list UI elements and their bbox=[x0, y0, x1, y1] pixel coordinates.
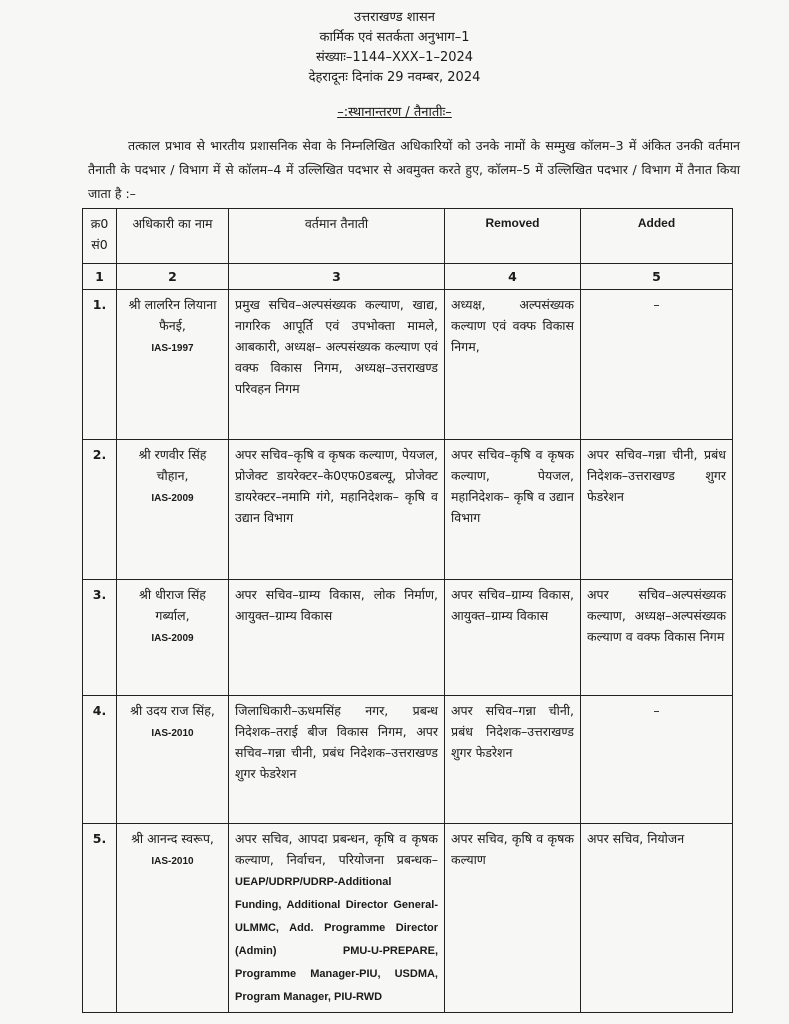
ias-batch: IAS-1997 bbox=[151, 343, 194, 354]
header-added: Added bbox=[581, 209, 733, 264]
added-posting: अपर सचिव, नियोजन bbox=[581, 824, 733, 1013]
officer-name-cell bbox=[117, 824, 229, 1013]
transfer-table bbox=[82, 208, 733, 1013]
officer-name-cell bbox=[117, 580, 229, 696]
table-header-row bbox=[83, 209, 733, 264]
header-reference-number: संख्याः–1144–XXX–1–2024 bbox=[315, 50, 474, 65]
removed-posting: अपर सचिव, कृषि व कृषक कल्याण bbox=[445, 824, 581, 1013]
officer-name-cell bbox=[117, 696, 229, 824]
table-row bbox=[83, 290, 733, 440]
removed-posting: अपर सचिव–ग्राम्य विकास, आयुक्त–ग्राम्य विकास bbox=[445, 580, 581, 696]
ias-batch: IAS-2009 bbox=[151, 493, 194, 504]
column-number: 1 bbox=[83, 264, 117, 290]
row-serial: 5. bbox=[83, 824, 117, 1013]
row-serial: 2. bbox=[83, 440, 117, 580]
row-serial: 1. bbox=[83, 290, 117, 440]
header-current-posting: वर्तमान तैनाती bbox=[229, 209, 445, 264]
intro-text: तत्काल प्रभाव से भारतीय प्रशासनिक सेवा के निम्नलिखित अधिकारियों को उनके नामों के सम्मुख कॉलम–3 में अंकित उनकी वर्तमान तैनाती के पदभार / विभाग में से कॉलम–4 में उल्लिखित पदभार से अवमुक्त करते हुए, कॉलम–5 में उल्लिखित पदभार / विभाग में तैनात किया जाता है :– bbox=[88, 138, 740, 201]
column-number: 4 bbox=[445, 264, 581, 290]
current-posting: प्रमुख सचिव–अल्पसंख्यक कल्याण, खाद्य, नागरिक आपूर्ति एवं उपभोक्ता मामले, आबकारी, अध्यक्ष– अल्पसंख्यक कल्याण एवं वक्फ विकास निगम, अध्यक्ष–उत्तराखण्ड परिवहन निगम bbox=[229, 290, 445, 440]
current-posting: अपर सचिव–ग्राम्य विकास, लोक निर्माण, आयुक्त–ग्राम्य विकास bbox=[229, 580, 445, 696]
row-serial: 3. bbox=[83, 580, 117, 696]
officer-name: श्री आनन्द स्वरूप, bbox=[131, 831, 214, 846]
row-serial: 4. bbox=[83, 696, 117, 824]
current-posting: अपर सचिव, आपदा प्रबन्धन, कृषि व कृषक कल्याण, निर्वाचन, परियोजना प्रबन्धक– bbox=[235, 831, 438, 867]
header-serial: क्र0 सं0 bbox=[83, 209, 117, 264]
officer-name: श्री धीराज सिंह गर्ब्याल, bbox=[139, 587, 206, 623]
current-posting-cell bbox=[229, 824, 445, 1013]
table-row bbox=[83, 824, 733, 1013]
table-row bbox=[83, 696, 733, 824]
ias-batch: IAS-2010 bbox=[151, 856, 194, 867]
intro-paragraph bbox=[88, 134, 740, 206]
column-number: 3 bbox=[229, 264, 445, 290]
header-government: उत्तराखण्ड शासन bbox=[354, 10, 435, 25]
removed-posting: अपर सचिव–कृषि व कृषक कल्याण, पेयजल, महानिदेशक– कृषि व उद्यान विभाग bbox=[445, 440, 581, 580]
table-row bbox=[83, 440, 733, 580]
removed-posting: अपर सचिव–गन्ना चीनी, प्रबंध निदेशक–उत्तराखण्ड शुगर फेडरेशन bbox=[445, 696, 581, 824]
header-date: देहरादूनः दिनांक 29 नवम्बर, 2024 bbox=[308, 70, 481, 85]
column-number-row bbox=[83, 264, 733, 290]
officer-name: श्री लालरिन लियाना फैनई, bbox=[128, 297, 217, 333]
document-header bbox=[0, 8, 789, 88]
header-removed: Removed bbox=[445, 209, 581, 264]
officer-name: श्री उदय राज सिंह, bbox=[130, 703, 215, 718]
header-department: कार्मिक एवं सतर्कता अनुभाग–1 bbox=[319, 30, 470, 45]
current-posting-english: UEAP/UDRP/UDRP-Additional Funding, Additional Director General-ULMMC, Add. Programme Director (Admin) PMU-U-PREPARE, Programme Manager-PIU, USDMA, Program Manager, PIU-RWD bbox=[235, 876, 438, 1003]
officer-name-cell bbox=[117, 290, 229, 440]
current-posting: जिलाधिकारी–ऊधमसिंह नगर, प्रबन्ध निदेशक–तराई बीज विकास निगम, अपर सचिव–गन्ना चीनी, प्रबंध निदेशक–उत्तराखण्ड शुगर फेडरेशन bbox=[229, 696, 445, 824]
current-posting: अपर सचिव–कृषि व कृषक कल्याण, पेयजल, प्रोजेक्ट डायरेक्टर–के0एफ0डबल्यू, प्रोजेक्ट डायरेक्टर–नमामि गंगे, महानिदेशक– कृषि व उद्यान विभाग bbox=[229, 440, 445, 580]
added-posting: – bbox=[581, 696, 733, 824]
table-row bbox=[83, 580, 733, 696]
column-number: 5 bbox=[581, 264, 733, 290]
document-subject: –:स्थानान्तरण / तैनातीः– bbox=[337, 105, 452, 120]
added-posting: अपर सचिव–अल्पसंख्यक कल्याण, अध्यक्ष–अल्पसंख्यक कल्याण व वक्फ विकास निगम bbox=[581, 580, 733, 696]
removed-posting: अध्यक्ष, अल्पसंख्यक कल्याण एवं वक्फ विकास निगम, bbox=[445, 290, 581, 440]
ias-batch: IAS-2009 bbox=[151, 633, 194, 644]
officer-name: श्री रणवीर सिंह चौहान, bbox=[138, 447, 207, 483]
officer-name-cell bbox=[117, 440, 229, 580]
header-officer-name: अधिकारी का नाम bbox=[117, 209, 229, 264]
column-number: 2 bbox=[117, 264, 229, 290]
added-posting: – bbox=[581, 290, 733, 440]
ias-batch: IAS-2010 bbox=[151, 728, 194, 739]
added-posting: अपर सचिव–गन्ना चीनी, प्रबंध निदेशक–उत्तराखण्ड शुगर फेडरेशन bbox=[581, 440, 733, 580]
